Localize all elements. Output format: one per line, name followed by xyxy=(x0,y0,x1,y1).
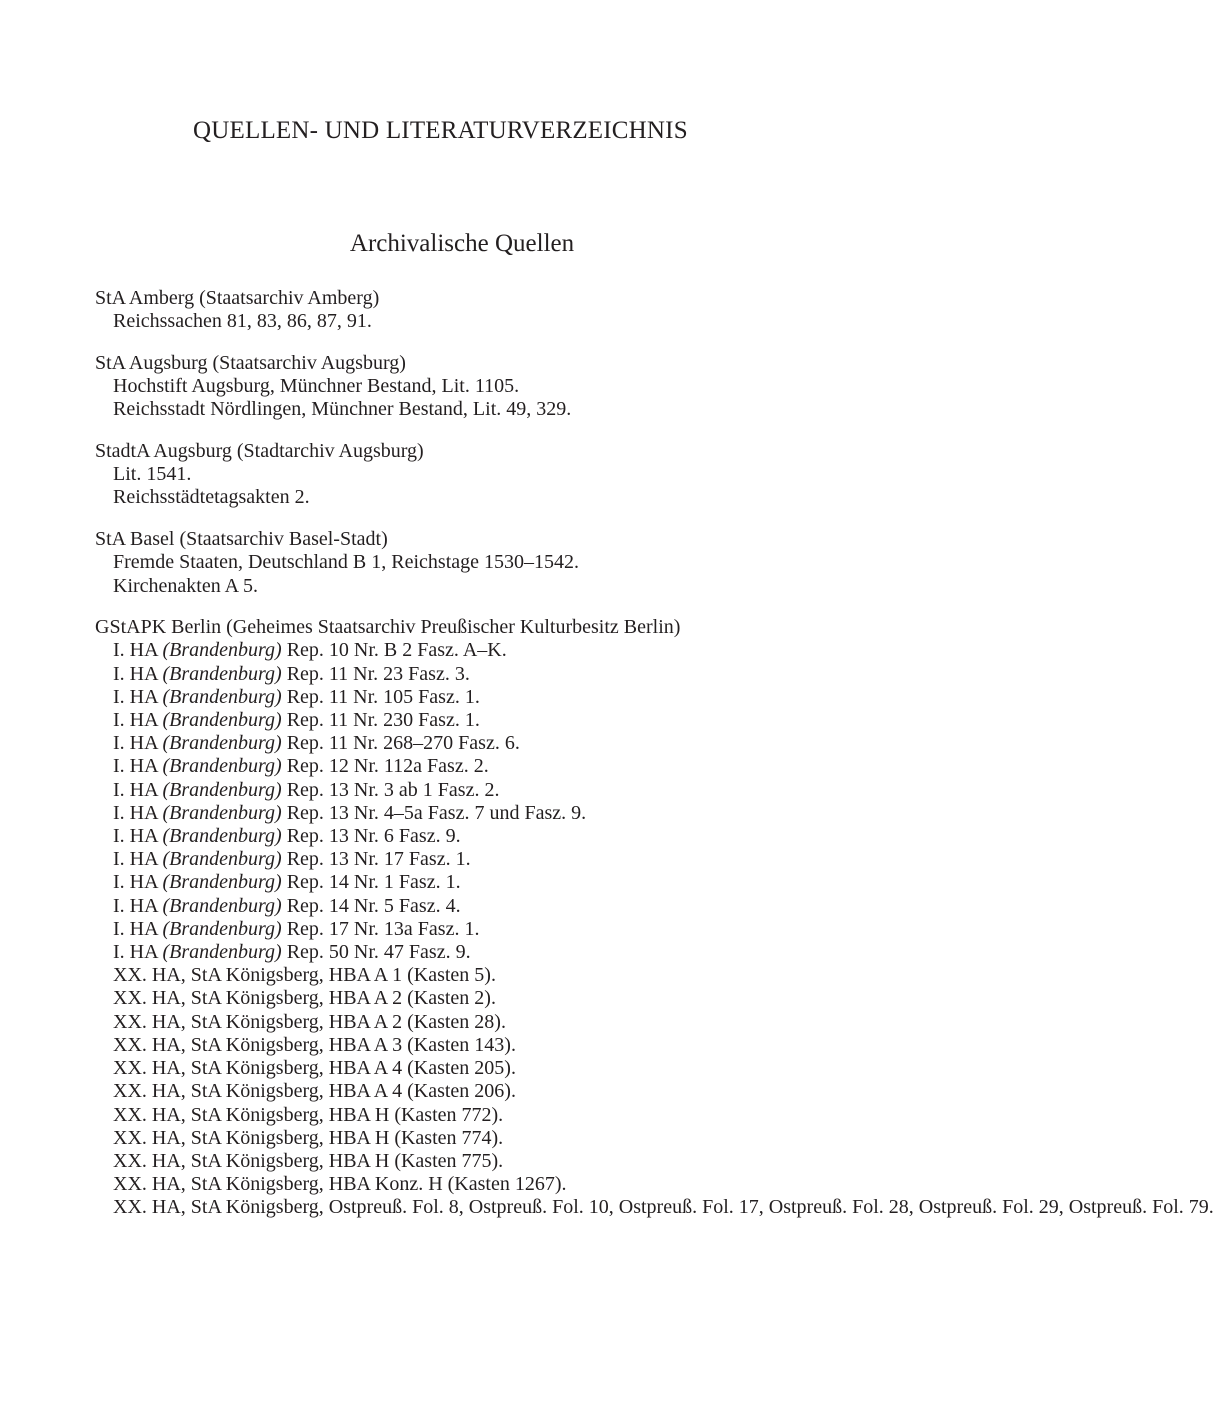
archive-entry xyxy=(95,941,895,964)
archive-entry xyxy=(95,375,895,398)
entry-text: XX. HA, StA Königsberg, HBA A 1 (Kasten 5). xyxy=(113,964,496,987)
entry-italic-text: (Brandenburg) xyxy=(162,662,282,685)
entry-text: I. HA xyxy=(113,685,163,708)
archive-entry xyxy=(95,686,895,709)
archive-entry xyxy=(95,551,895,574)
entry-italic-text: (Brandenburg) xyxy=(162,941,282,964)
archive-entry xyxy=(95,732,895,755)
archive-entry xyxy=(95,755,895,778)
entry-text: I. HA xyxy=(113,732,163,755)
archive-entry xyxy=(95,918,895,941)
archive-entry xyxy=(95,486,895,509)
entry-text: I. HA xyxy=(113,848,163,871)
entry-italic-text: (Brandenburg) xyxy=(162,755,282,778)
entry-text: Rep. 11 Nr. 23 Fasz. 3. xyxy=(281,662,470,685)
archive-entry xyxy=(95,1011,895,1034)
entry-text: I. HA xyxy=(113,825,163,848)
entry-italic-text: (Brandenburg) xyxy=(162,639,282,662)
entry-text: I. HA xyxy=(113,662,163,685)
archive-block xyxy=(95,616,1214,1219)
archive-entry xyxy=(95,1127,895,1150)
archive-entry xyxy=(95,398,895,421)
entry-text: XX. HA, StA Königsberg, HBA A 4 (Kasten 205). xyxy=(113,1057,516,1080)
archive-entry xyxy=(95,639,895,662)
archive-name: GStAPK Berlin (Geheimes Staatsarchiv Preußischer Kulturbesitz Berlin) xyxy=(95,616,681,639)
archive-name: StadtA Augsburg (Stadtarchiv Augsburg) xyxy=(95,440,424,463)
entry-text: Rep. 11 Nr. 105 Fasz. 1. xyxy=(281,685,480,708)
archive-block xyxy=(95,440,895,510)
entry-text: Rep. 12 Nr. 112a Fasz. 2. xyxy=(281,755,489,778)
entry-text: XX. HA, StA Königsberg, HBA H (Kasten 775). xyxy=(113,1149,504,1172)
entry-text: XX. HA, StA Königsberg, HBA A 2 (Kasten 2). xyxy=(113,987,496,1010)
entry-italic-text: (Brandenburg) xyxy=(162,732,282,755)
archive-name: StA Amberg (Staatsarchiv Amberg) xyxy=(95,287,380,309)
entry-italic-text: (Brandenburg) xyxy=(162,825,282,848)
entry-italic-text: (Brandenburg) xyxy=(162,871,282,894)
archive-block xyxy=(95,287,895,333)
archive-entry xyxy=(95,1150,895,1173)
entry-text: Rep. 14 Nr. 1 Fasz. 1. xyxy=(281,871,461,894)
entry-text: Rep. 11 Nr. 230 Fasz. 1. xyxy=(281,709,480,732)
entry-text: XX. HA, StA Königsberg, HBA Konz. H (Kasten 1267). xyxy=(113,1173,567,1196)
entry-text: Rep. 13 Nr. 17 Fasz. 1. xyxy=(281,848,471,871)
entry-text: Rep. 17 Nr. 13a Fasz. 1. xyxy=(281,917,480,940)
archive-entry xyxy=(95,1080,895,1103)
archive-entry xyxy=(95,871,895,894)
archive-entry xyxy=(95,1034,895,1057)
entry-italic-text: (Brandenburg) xyxy=(162,778,282,801)
archive-name: StA Basel (Staatsarchiv Basel-Stadt) xyxy=(95,528,388,551)
entry-text: I. HA xyxy=(113,941,163,964)
entry-text: I. HA xyxy=(113,778,163,801)
entry-text: XX. HA, StA Königsberg, HBA A 3 (Kasten 143). xyxy=(113,1033,516,1056)
archive-entry xyxy=(95,895,895,918)
entry-text: Rep. 50 Nr. 47 Fasz. 9. xyxy=(281,941,471,964)
archive-list xyxy=(95,287,1214,1238)
archive-entry xyxy=(95,825,895,848)
archive-block xyxy=(95,528,895,598)
archive-entry xyxy=(95,1173,895,1196)
entry-text: Reichsstädtetagsakten 2. xyxy=(113,486,310,509)
archive-entry xyxy=(95,1057,895,1080)
entry-italic-text: (Brandenburg) xyxy=(162,709,282,732)
archive-entry xyxy=(95,310,895,333)
archive-entry xyxy=(95,575,895,598)
archive-entry xyxy=(95,964,895,987)
archive-entry xyxy=(95,1104,895,1127)
entry-text: I. HA xyxy=(113,917,163,940)
entry-text: Fremde Staaten, Deutschland B 1, Reichstage 1530–1542. xyxy=(113,551,580,574)
archive-entry xyxy=(95,987,895,1010)
entry-text: Rep. 14 Nr. 5 Fasz. 4. xyxy=(281,894,461,917)
entry-text: I. HA xyxy=(113,639,163,662)
entry-text: I. HA xyxy=(113,755,163,778)
entry-italic-text: (Brandenburg) xyxy=(162,685,282,708)
entry-text: I. HA xyxy=(113,709,163,732)
entry-text: Hochstift Augsburg, Münchner Bestand, Lit. 1105. xyxy=(113,375,520,398)
entry-italic-text: (Brandenburg) xyxy=(162,801,282,824)
entry-text: XX. HA, StA Königsberg, Ostpreuß. Fol. 8, Ostpreuß. Fol. 10, Ostpreuß. Fol. 17, Ostpreuß. Fol. 28, Ostpreuß. Fol. 29, Ostpreuß. Fol. 79. xyxy=(113,1196,1214,1219)
chapter-title: QUELLEN- UND LITERATURVERZEICHNIS xyxy=(193,117,688,144)
entry-text: I. HA xyxy=(113,801,163,824)
archive-entry xyxy=(95,848,895,871)
archive-name: StA Augsburg (Staatsarchiv Augsburg) xyxy=(95,351,406,374)
archive-entry xyxy=(95,463,895,486)
entry-italic-text: (Brandenburg) xyxy=(162,894,282,917)
archive-entry xyxy=(95,802,895,825)
entry-text: Rep. 10 Nr. B 2 Fasz. A–K. xyxy=(281,639,507,662)
entry-text: I. HA xyxy=(113,894,163,917)
entry-text: Lit. 1541. xyxy=(113,463,192,486)
entry-text: XX. HA, StA Königsberg, HBA A 4 (Kasten 206). xyxy=(113,1080,516,1103)
archive-entry xyxy=(95,709,895,732)
entry-text: I. HA xyxy=(113,871,163,894)
archive-entry xyxy=(95,663,895,686)
entry-text: XX. HA, StA Königsberg, HBA A 2 (Kasten 28). xyxy=(113,1010,506,1033)
entry-text: XX. HA, StA Königsberg, HBA H (Kasten 772). xyxy=(113,1103,504,1126)
archive-entry xyxy=(95,779,895,802)
entry-text: Rep. 13 Nr. 4–5a Fasz. 7 und Fasz. 9. xyxy=(281,801,587,824)
entry-text: Reichssachen 81, 83, 86, 87, 91. xyxy=(113,310,372,333)
entry-text: XX. HA, StA Königsberg, HBA H (Kasten 774). xyxy=(113,1126,504,1149)
entry-text: Reichsstadt Nördlingen, Münchner Bestand, Lit. 49, 329. xyxy=(113,398,572,421)
entry-italic-text: (Brandenburg) xyxy=(162,848,282,871)
archive-entry xyxy=(95,1196,1214,1219)
archive-block xyxy=(95,352,895,422)
entry-text: Rep. 11 Nr. 268–270 Fasz. 6. xyxy=(281,732,520,755)
entry-text: Rep. 13 Nr. 6 Fasz. 9. xyxy=(281,825,461,848)
entry-text: Rep. 13 Nr. 3 ab 1 Fasz. 2. xyxy=(281,778,500,801)
entry-italic-text: (Brandenburg) xyxy=(162,917,282,940)
entry-text: Kirchenakten A 5. xyxy=(113,574,258,597)
section-title: Archivalische Quellen xyxy=(349,230,575,257)
